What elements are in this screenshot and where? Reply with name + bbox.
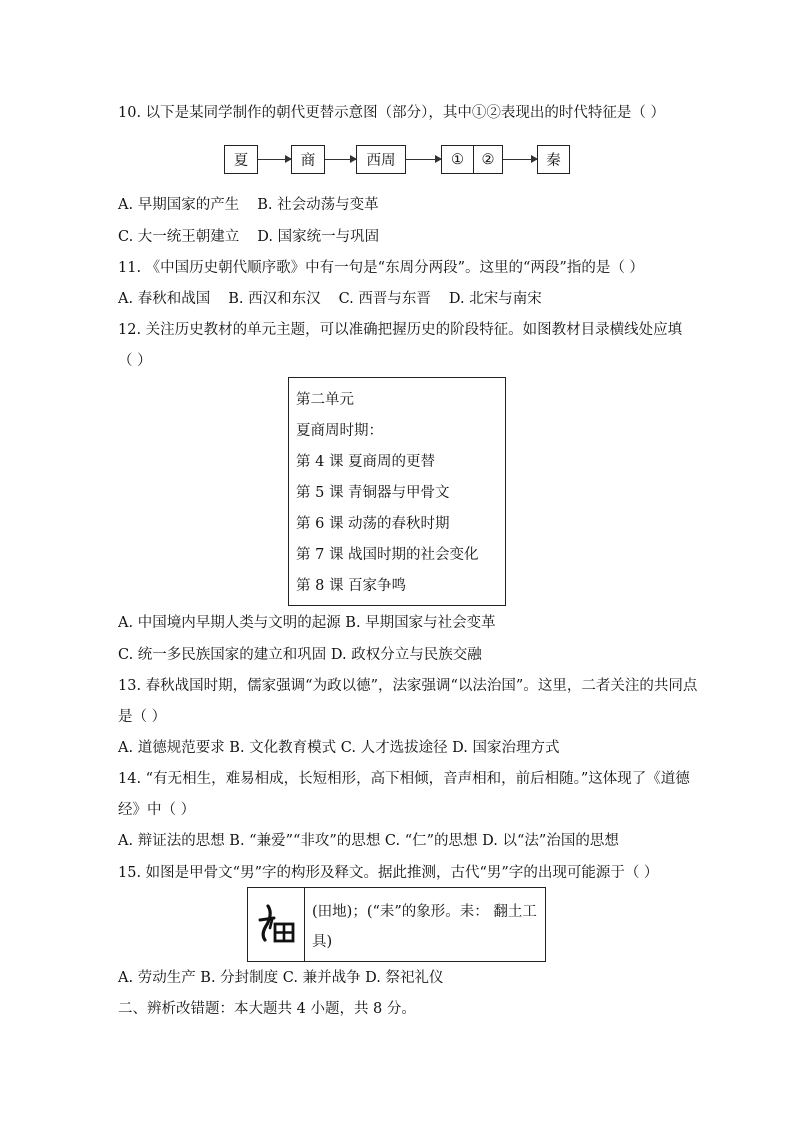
q10-stem: 10. 以下是某同学制作的朝代更替示意图（部分），其中①②表现出的时代特征是（ ） xyxy=(118,105,666,121)
q10-options-row2 xyxy=(118,227,379,247)
q10-option-c[interactable]: C. 大一统王朝建立 xyxy=(118,229,240,245)
flow-box-circle-2: ② xyxy=(473,145,503,174)
q13-stem-line2: 是（ ） xyxy=(118,709,167,725)
q13-options[interactable]: A. 道德规范要求 B. 文化教育模式 C. 人才选拔途径 D. 国家治理方式 xyxy=(118,740,560,756)
q15-stem: 15. 如图是甲骨文“男”字的构形及释文。据此推测，古代“男”字的出现可能源于（ ） xyxy=(118,865,659,881)
textbook-toc-box xyxy=(288,377,506,606)
oracle-bone-figure xyxy=(247,887,546,962)
q14-options[interactable]: A. 辩证法的思想 B. “兼爱”“非攻”的思想 C. “仁”的思想 D. 以“法”治国的思想 xyxy=(118,833,619,849)
flow-box-xizhou: 西周 xyxy=(356,145,406,174)
q15-options[interactable]: A. 劳动生产 B. 分封制度 C. 兼并战争 D. 祭祀礼仪 xyxy=(118,970,444,986)
q10-option-d[interactable]: D. 国家统一与巩固 xyxy=(257,229,380,245)
flow-box-shang: 商 xyxy=(291,145,325,174)
q11-stem: 11. 《中国历史朝代顺序歌》中有一句是“东周分两段”。这里的“两段”指的是（ ） xyxy=(118,260,644,276)
toc-lesson: 第 7 课 战国时期的社会变化 xyxy=(296,547,479,563)
flow-box-xia: 夏 xyxy=(224,145,258,174)
q11-option-d[interactable]: D. 北宋与南宋 xyxy=(448,291,542,307)
toc-unit-subtitle: 夏商周时期： xyxy=(296,423,383,439)
q12-stem-line1: 12. 关注历史教材的单元主题，可以准确把握历史的阶段特征。如图教材目录横线处应填 xyxy=(118,322,683,338)
toc-lesson: 第 6 课 动荡的春秋时期 xyxy=(296,516,450,532)
q11-option-a[interactable]: A. 春秋和战国 xyxy=(118,291,211,307)
q11-option-c[interactable]: C. 西晋与东晋 xyxy=(338,291,431,307)
q14-stem-line2: 经》中（ ） xyxy=(118,802,196,818)
q10-option-a[interactable]: A. 早期国家的产生 xyxy=(118,197,240,213)
q12-stem-line2: （ ） xyxy=(118,353,152,369)
q12-options-row2[interactable]: C. 统一多民族国家的建立和巩固 D. 政权分立与民族交融 xyxy=(118,647,482,663)
q11-options xyxy=(118,289,542,309)
q10-option-b[interactable]: B. 社会动荡与变革 xyxy=(257,197,379,213)
section2-heading: 二、辨析改错题：本大题共 4 小题，共 8 分。 xyxy=(118,1001,416,1017)
toc-lesson: 第 8 课 百家争鸣 xyxy=(296,578,407,594)
flow-arrow xyxy=(503,159,537,160)
toc-unit-title: 第二单元 xyxy=(296,392,354,408)
toc-lesson: 第 5 课 青铜器与甲骨文 xyxy=(296,485,450,501)
flow-arrow xyxy=(258,159,291,160)
q12-options-row1[interactable]: A. 中国境内早期人类与文明的起源 B. 早期国家与社会变革 xyxy=(118,615,496,631)
oracle-explanation-line1: (田地)；(“耒”的象形。耒： 翻土工 xyxy=(312,904,537,920)
oracle-explanation-line2: 具) xyxy=(312,934,333,950)
flow-arrow xyxy=(325,159,356,160)
q13-stem-line1: 13. 春秋战国时期，儒家强调“为政以德”，法家强调“以法治国”。这里，二者关注的共同点 xyxy=(118,678,698,694)
flow-box-qin: 秦 xyxy=(537,145,570,174)
flow-arrow xyxy=(406,159,441,160)
q14-stem-line1: 14. “有无相生，难易相成，长短相形，高下相倾，音声相和，前后相随。”这体现了《道德 xyxy=(118,771,690,787)
q11-option-b[interactable]: B. 西汉和东汉 xyxy=(228,291,321,307)
q10-options-row1 xyxy=(118,195,379,215)
oracle-bone-nan-glyph-icon xyxy=(256,898,298,952)
toc-lesson: 第 4 课 夏商周的更替 xyxy=(296,454,436,470)
figure-divider xyxy=(304,888,305,961)
flow-box-circle-1: ① xyxy=(441,145,474,174)
